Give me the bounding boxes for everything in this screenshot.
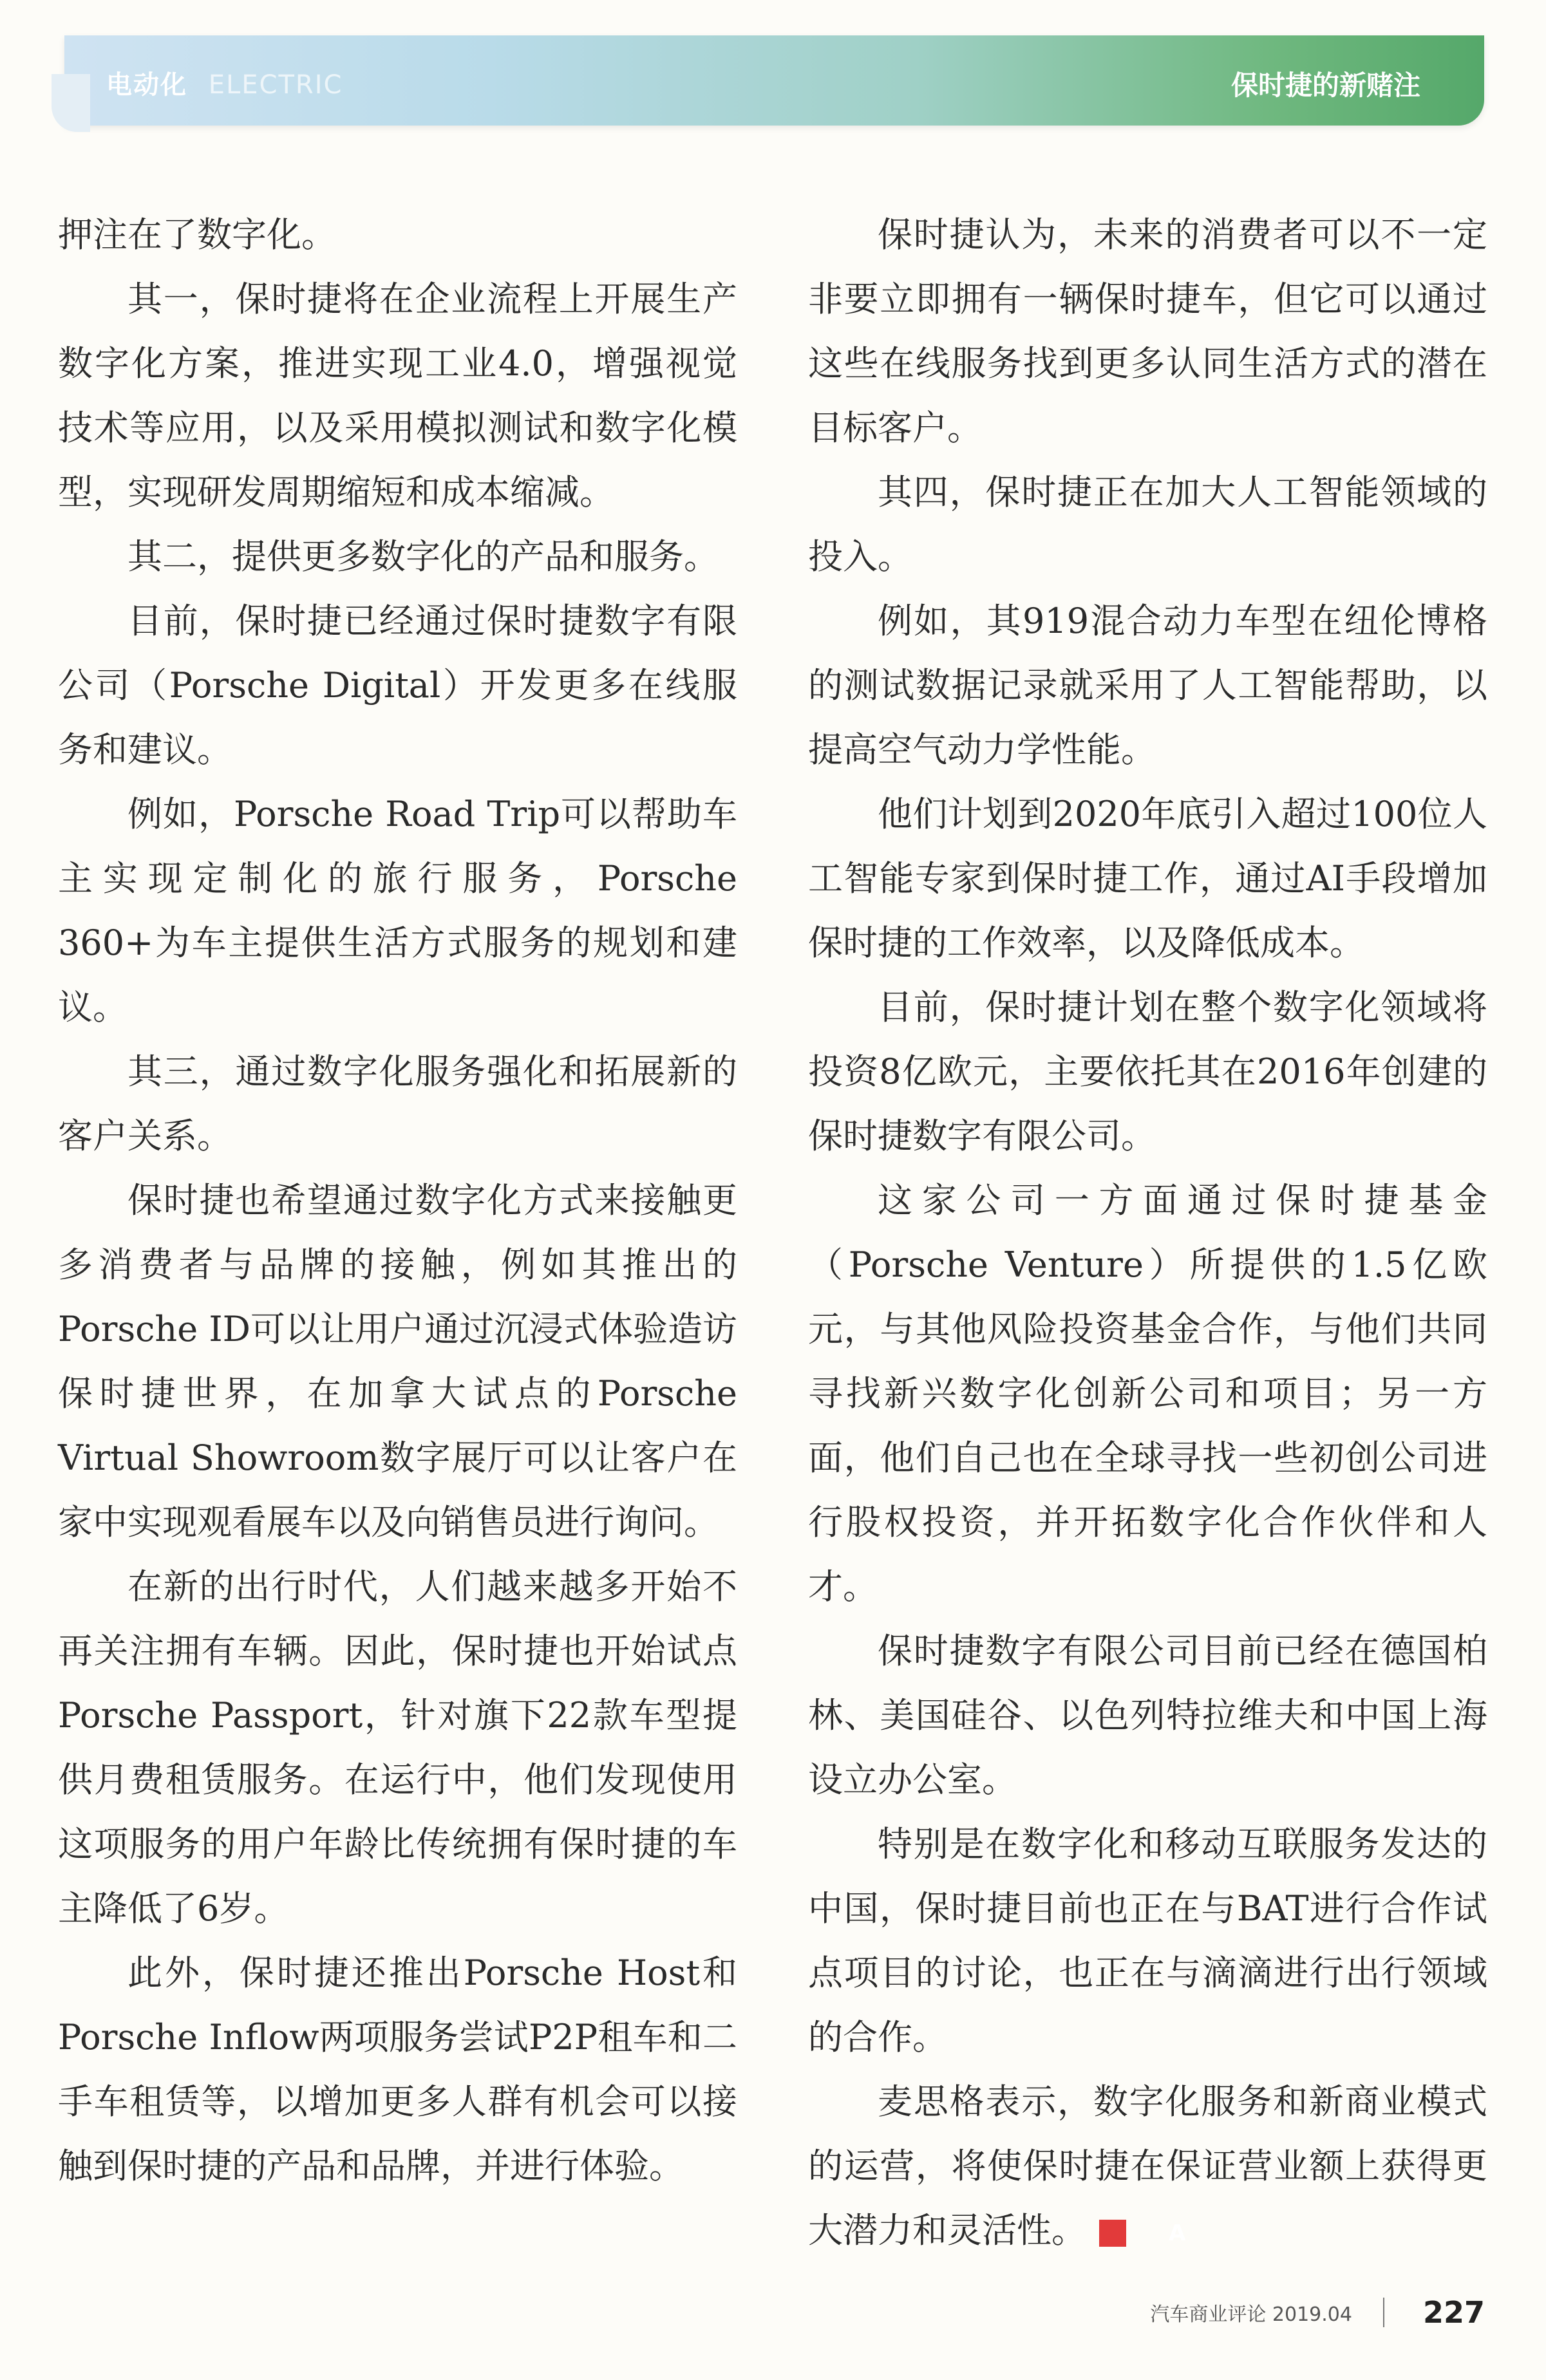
paragraph: 目前，保时捷计划在整个数字化领域将投资8亿欧元，主要依托其在2016年创建的保时捷数字有限公司。	[808, 987, 1487, 1156]
paragraph: 此外，保时捷还推出Porsche Host和Porsche Inflow两项服务尝试P2P租车和二手车租赁等，以增加更多人群有机会可以接触到保时捷的产品和品牌，并进行体验。	[58, 1953, 737, 2186]
paragraph: 特别是在数字化和移动互联服务发达的中国，保时捷目前也正在与BAT进行合作试点项目的讨论，也正在与滴滴进行出行领域的合作。	[808, 1824, 1487, 2057]
paragraph: 目前，保时捷已经通过保时捷数字有限公司（Porsche Digital）开发更多在线服务和建议。	[58, 601, 737, 770]
paragraph: 例如，Porsche Road Trip可以帮助车主实现定制化的旅行服务，Porsche 360+为车主提供生活方式服务的规划和建议。	[58, 794, 737, 1027]
paragraph: 其一，保时捷将在企业流程上开展生产数字化方案，推进实现工业4.0，增强视觉技术等应用，以及采用模拟测试和数字化模型，实现研发周期缩短和成本缩减。	[58, 279, 737, 512]
article-end-icon: A	[1099, 2220, 1126, 2247]
paragraph: 这家公司一方面通过保时捷基金（Porsche Venture）所提供的1.5亿欧元，与其他风险投资基金合作，与他们共同寻找新兴数字化创新公司和项目；另一方面，他们自己也在全球寻找一些初创公司进行股权投资，并开拓数字化合作伙伴和人才。	[808, 1180, 1487, 1607]
right-column	[808, 203, 1487, 2263]
section-label	[106, 64, 343, 101]
paragraph: 例如，其919混合动力车型在纽伦博格的测试数据记录就采用了人工智能帮助，以提高空气动力学性能。	[808, 601, 1487, 770]
header-title: 保时捷的新赌注	[1230, 70, 1420, 101]
paragraph: 保时捷也希望通过数字化方式来接触更多消费者与品牌的接触，例如其推出的Porsche ID可以让用户通过沉浸式体验造访保时捷世界，在加拿大试点的Porsche Virtual Showroom数字展厅可以让客户在家中实现观看展车以及向销售员进行询问。	[58, 1180, 737, 1542]
closing-paragraph	[808, 2070, 1487, 2263]
page-curl-decoration	[52, 74, 90, 132]
paragraph: 押注在了数字化。	[58, 214, 336, 255]
footer	[1150, 2295, 1485, 2330]
paragraph: 其三，通过数字化服务强化和拓展新的客户关系。	[58, 1051, 737, 1156]
paragraph: 保时捷认为，未来的消费者可以不一定非要立即拥有一辆保时捷车，但它可以通过这些在线服务找到更多认同生活方式的潜在目标客户。	[808, 214, 1487, 448]
section-label-en: ELECTRIC	[208, 70, 343, 100]
magazine-issue: 汽车商业评论 2019.04	[1150, 2303, 1352, 2326]
paragraph: 其二，提供更多数字化的产品和服务。	[127, 536, 719, 577]
page-number: 227	[1422, 2295, 1485, 2330]
paragraph: 在新的出行时代，人们越来越多开始不再关注拥有车辆。因此，保时捷也开始试点Porsche Passport，针对旗下22款车型提供月费租赁服务。在运行中，他们发现使用这项服务的用户年龄比传统拥有保时捷的车主降低了6岁。	[58, 1566, 737, 1929]
paragraph: 其四，保时捷正在加大人工智能领域的投入。	[808, 472, 1487, 577]
section-label-zh: 电动化	[106, 70, 187, 100]
left-column	[58, 203, 737, 2198]
paragraph: 保时捷数字有限公司目前已经在德国柏林、美国硅谷、以色列特拉维夫和中国上海设立办公室。	[808, 1631, 1487, 1800]
footer-divider	[1383, 2298, 1384, 2327]
closing-text: 麦思格表示，数字化服务和新商业模式的运营，将使保时捷在保证营业额上获得更大潜力和灵活性。	[808, 2081, 1487, 2251]
paragraph: 他们计划到2020年底引入超过100位人工智能专家到保时捷工作，通过AI手段增加保时捷的工作效率，以及降低成本。	[808, 794, 1487, 963]
